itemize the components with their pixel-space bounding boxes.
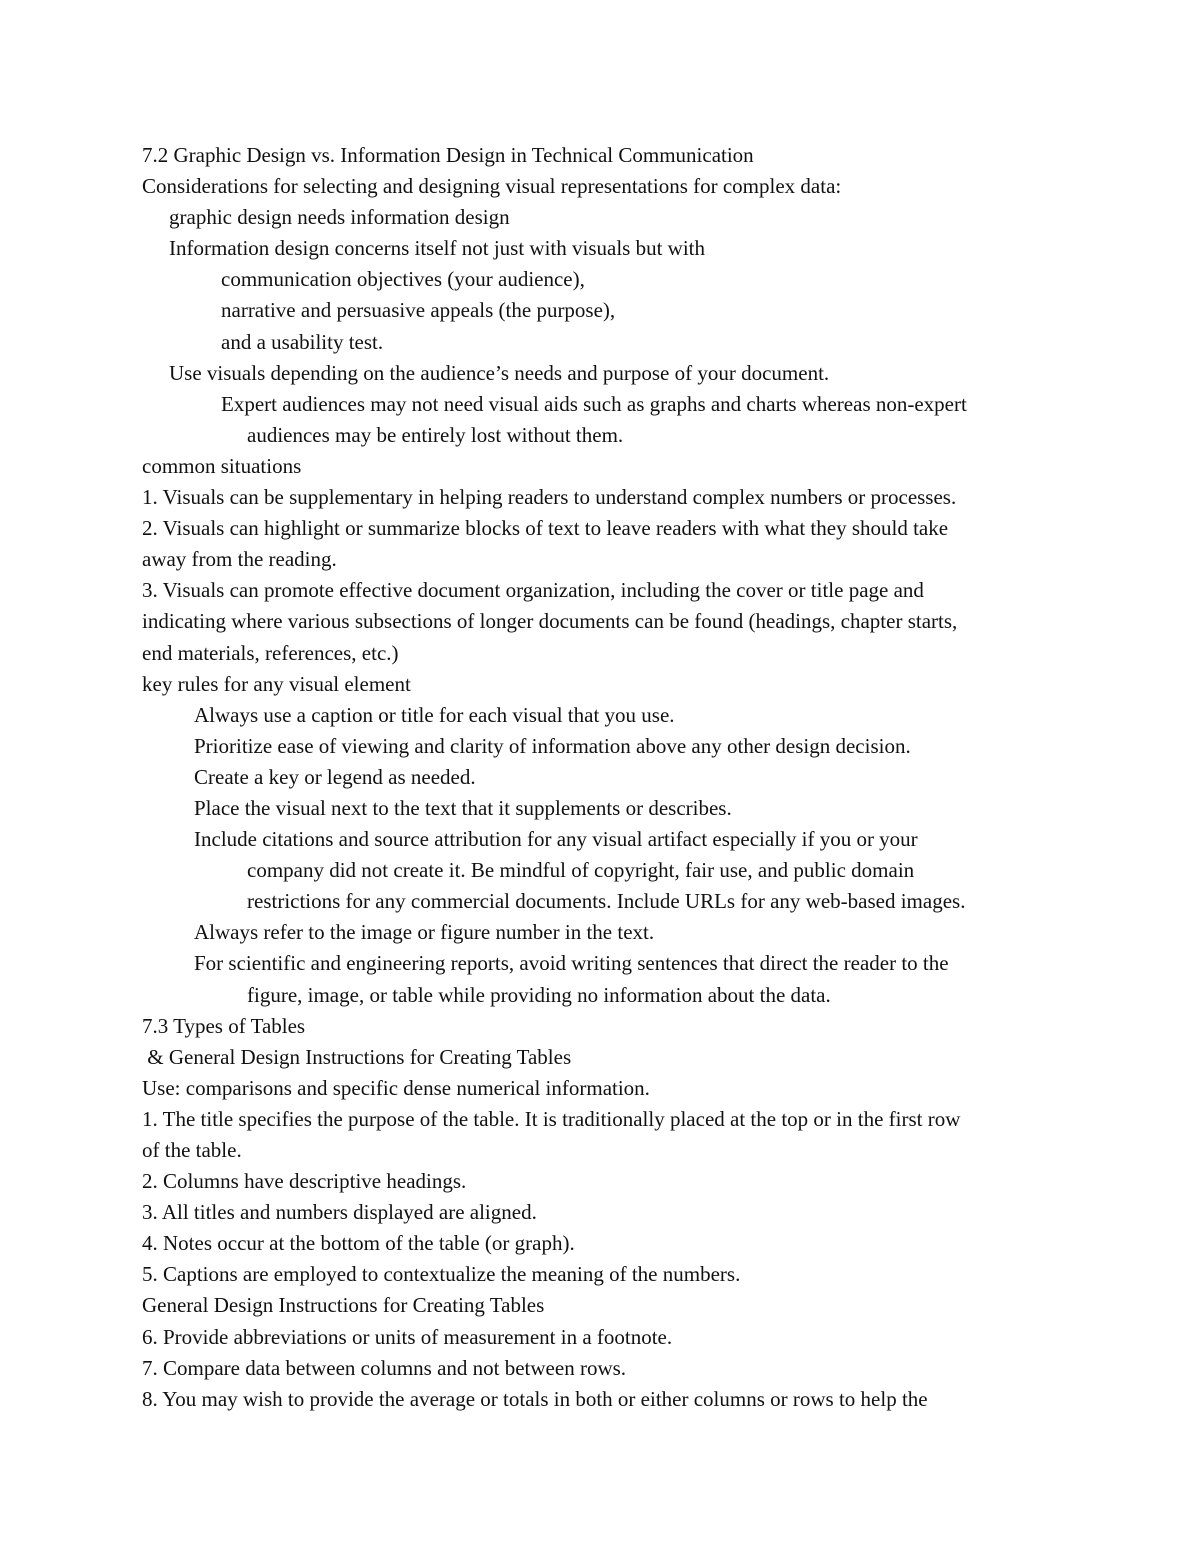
list-item: 1. The title specifies the purpose of the table. It is traditionally placed at the top or in the first row xyxy=(142,1106,961,1131)
list-item: Include citations and source attribution for any visual artifact especially if you or your xyxy=(194,827,918,852)
subheading-key-rules: key rules for any visual element xyxy=(142,671,411,696)
list-item: Create a key or legend as needed. xyxy=(194,764,476,789)
body-line: Considerations for selecting and designing visual representations for complex data: xyxy=(142,174,842,199)
list-item: 2. Columns have descriptive headings. xyxy=(142,1169,467,1194)
list-item-continuation: figure, image, or table while providing no information about the data. xyxy=(247,982,831,1007)
list-item: 7. Compare data between columns and not between rows. xyxy=(142,1355,627,1380)
list-item-continuation: indicating where various subsections of longer documents can be found (headings, chapter starts, xyxy=(142,609,958,634)
list-item: 8. You may wish to provide the average or totals in both or either columns or rows to help the xyxy=(142,1386,928,1411)
list-item-continuation: company did not create it. Be mindful of copyright, fair use, and public domain xyxy=(247,858,915,883)
body-line: and a usability test. xyxy=(221,329,384,354)
document-body xyxy=(142,140,1072,1415)
body-line: Use visuals depending on the audience’s needs and purpose of your document. xyxy=(169,360,830,385)
list-item: Always use a caption or title for each visual that you use. xyxy=(194,702,675,727)
list-item: 4. Notes occur at the bottom of the table (or graph). xyxy=(142,1231,575,1256)
body-line: Information design concerns itself not just with visuals but with xyxy=(169,236,706,261)
list-item: For scientific and engineering reports, avoid writing sentences that direct the reader to the xyxy=(194,951,949,976)
list-item-continuation: of the table. xyxy=(142,1138,242,1162)
section-heading-7-2: 7.2 Graphic Design vs. Information Design in Technical Communication xyxy=(142,143,754,167)
section-heading-continuation: & General Design Instructions for Creating Tables xyxy=(142,1044,572,1069)
list-item: Place the visual next to the text that it supplements or describes. xyxy=(194,795,732,820)
subheading-general-design: General Design Instructions for Creating Tables xyxy=(142,1293,545,1318)
body-line: Use: comparisons and specific dense numerical information. xyxy=(142,1075,650,1100)
list-item: Always refer to the image or figure number in the text. xyxy=(194,920,655,945)
list-item: 3. All titles and numbers displayed are aligned. xyxy=(142,1200,537,1225)
body-line: communication objectives (your audience), xyxy=(221,267,585,292)
list-item: 1. Visuals can be supplementary in helping readers to understand complex numbers or processes. xyxy=(142,485,957,510)
list-item-continuation: restrictions for any commercial documents. Include URLs for any web-based images. xyxy=(247,889,966,914)
subheading-common-situations: common situations xyxy=(142,453,302,478)
body-line: narrative and persuasive appeals (the purpose), xyxy=(221,298,616,323)
body-line: audiences may be entirely lost without them. xyxy=(247,422,624,447)
body-line: Expert audiences may not need visual aids such as graphs and charts whereas non-expert xyxy=(221,391,967,416)
body-line: graphic design needs information design xyxy=(169,205,510,230)
list-item-continuation: end materials, references, etc.) xyxy=(142,640,399,665)
list-item: 3. Visuals can promote effective document organization, including the cover or title page and xyxy=(142,578,924,603)
list-item: 6. Provide abbreviations or units of measurement in a footnote. xyxy=(142,1324,673,1349)
list-item: 5. Captions are employed to contextualize the meaning of the numbers. xyxy=(142,1262,741,1287)
list-item: Prioritize ease of viewing and clarity of information above any other design decision. xyxy=(194,733,911,758)
section-heading-7-3: 7.3 Types of Tables xyxy=(142,1013,306,1038)
list-item: 2. Visuals can highlight or summarize blocks of text to leave readers with what they should take xyxy=(142,516,949,541)
list-item-continuation: away from the reading. xyxy=(142,547,337,572)
